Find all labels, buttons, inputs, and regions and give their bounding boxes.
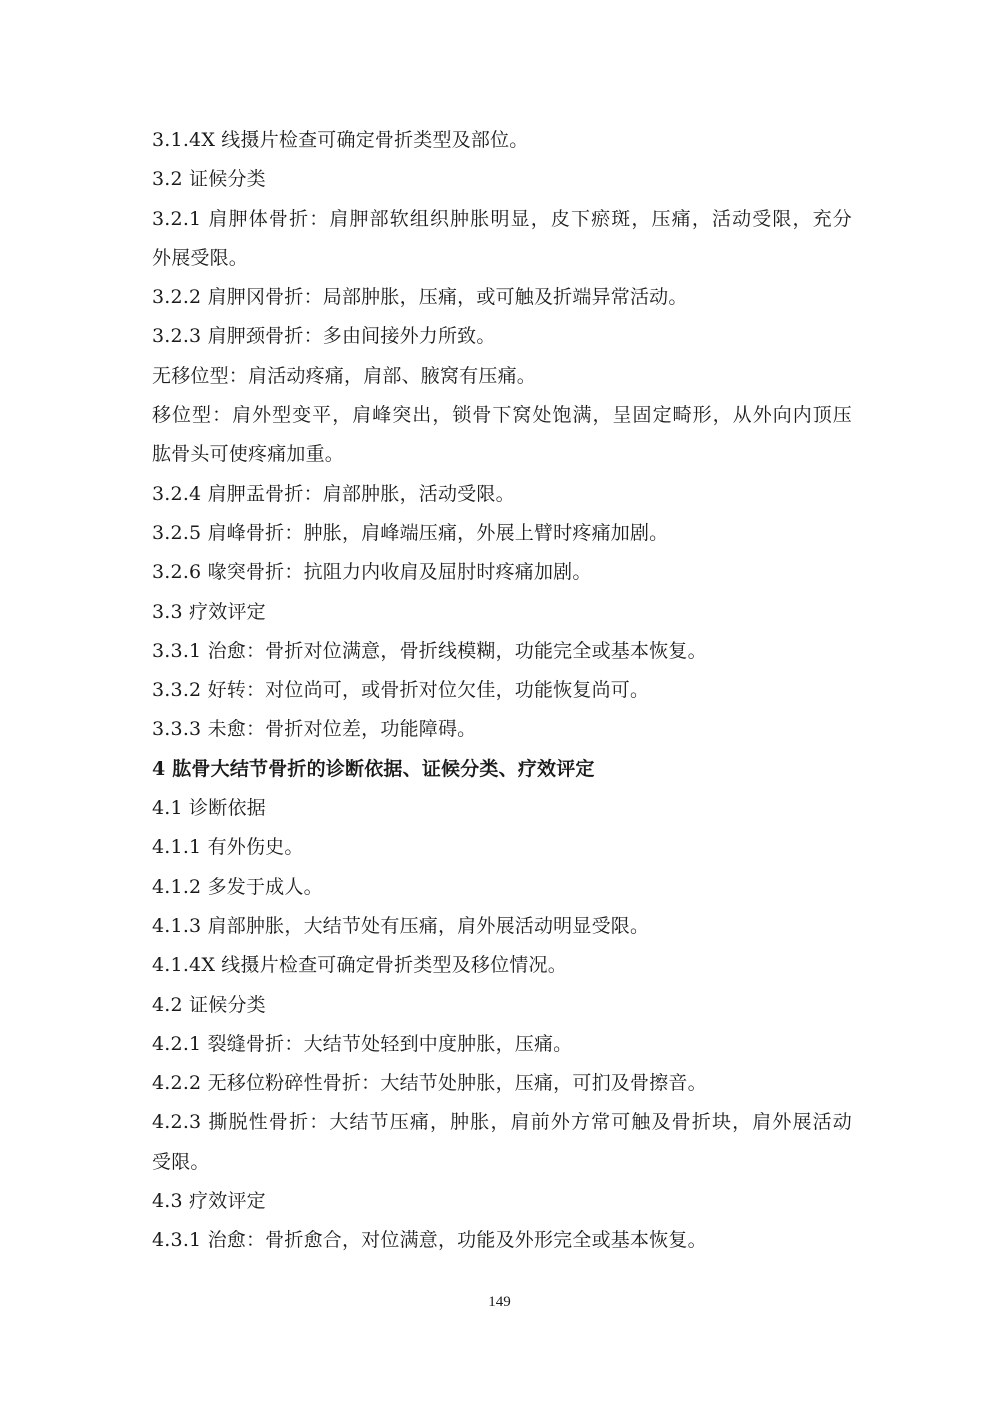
text-line: 3.2.5 肩峰骨折：肿胀，肩峰端压痛，外展上臂时疼痛加剧。 — [152, 521, 669, 544]
section-heading: 4.2 证候分类 — [152, 993, 266, 1016]
text-line: 4.2.1 裂缝骨折：大结节处轻到中度肿胀，压痛。 — [152, 1032, 573, 1055]
text-line: 3.1.4X 线摄片检查可确定骨折类型及部位。 — [152, 129, 529, 151]
text-line: 4.1.2 多发于成人。 — [152, 875, 323, 898]
text-line: 4.2.2 无移位粉碎性骨折：大结节处肿胀，压痛，可扪及骨擦音。 — [152, 1072, 707, 1095]
text-line: 3.2.2 肩胛冈骨折：局部肿胀，压痛，或可触及折端异常活动。 — [152, 286, 688, 309]
section-heading: 3.3 疗效评定 — [152, 600, 266, 623]
text-line: 肱骨头可使疼痛加重。 — [152, 443, 345, 466]
text-line: 4.2.3 撕脱性骨折：大结节压痛，肿胀，肩前外方常可触及骨折块，肩外展活动 — [152, 1111, 852, 1134]
text-line: 无移位型：肩活动疼痛，肩部、腋窝有压痛。 — [152, 364, 537, 387]
page-number: 149 — [488, 1294, 511, 1310]
text-line: 受限。 — [152, 1150, 210, 1173]
text-line: 3.3.1 治愈：骨折对位满意，骨折线模糊，功能完全或基本恢复。 — [152, 639, 707, 662]
section-heading: 4.3 疗效评定 — [152, 1190, 266, 1213]
text-line: 3.2.3 肩胛颈骨折：多由间接外力所致。 — [152, 325, 496, 348]
text-line: 3.3.3 未愈：骨折对位差，功能障碍。 — [152, 718, 477, 741]
text-line: 4.3.1 治愈：骨折愈合，对位满意，功能及外形完全或基本恢复。 — [152, 1229, 707, 1252]
section-heading: 4.1 诊断依据 — [152, 797, 266, 820]
page-content — [152, 121, 852, 1261]
chapter-heading: 4 肱骨大结节骨折的诊断依据、证候分类、疗效评定 — [152, 757, 595, 780]
text-line: 移位型：肩外型变平，肩峰突出，锁骨下窝处饱满，呈固定畸形，从外向内顶压 — [152, 404, 852, 427]
text-line: 外展受限。 — [152, 246, 249, 269]
text-line: 3.2.4 肩胛盂骨折：肩部肿胀，活动受限。 — [152, 482, 515, 505]
text-line: 3.2.1 肩胛体骨折：肩胛部软组织肿胀明显，皮下瘀斑，压痛，活动受限，充分 — [152, 207, 852, 230]
text-line: 3.3.2 好转：对位尚可，或骨折对位欠佳，功能恢复尚可。 — [152, 679, 650, 702]
text-line: 4.1.1 有外伤史。 — [152, 836, 304, 859]
section-heading: 3.2 证候分类 — [152, 168, 266, 191]
text-line: 4.1.4X 线摄片检查可确定骨折类型及移位情况。 — [152, 954, 567, 977]
text-line: 4.1.3 肩部肿胀，大结节处有压痛，肩外展活动明显受限。 — [152, 914, 650, 937]
text-line: 3.2.6 喙突骨折：抗阻力内收肩及屈肘时疼痛加剧。 — [152, 561, 592, 584]
